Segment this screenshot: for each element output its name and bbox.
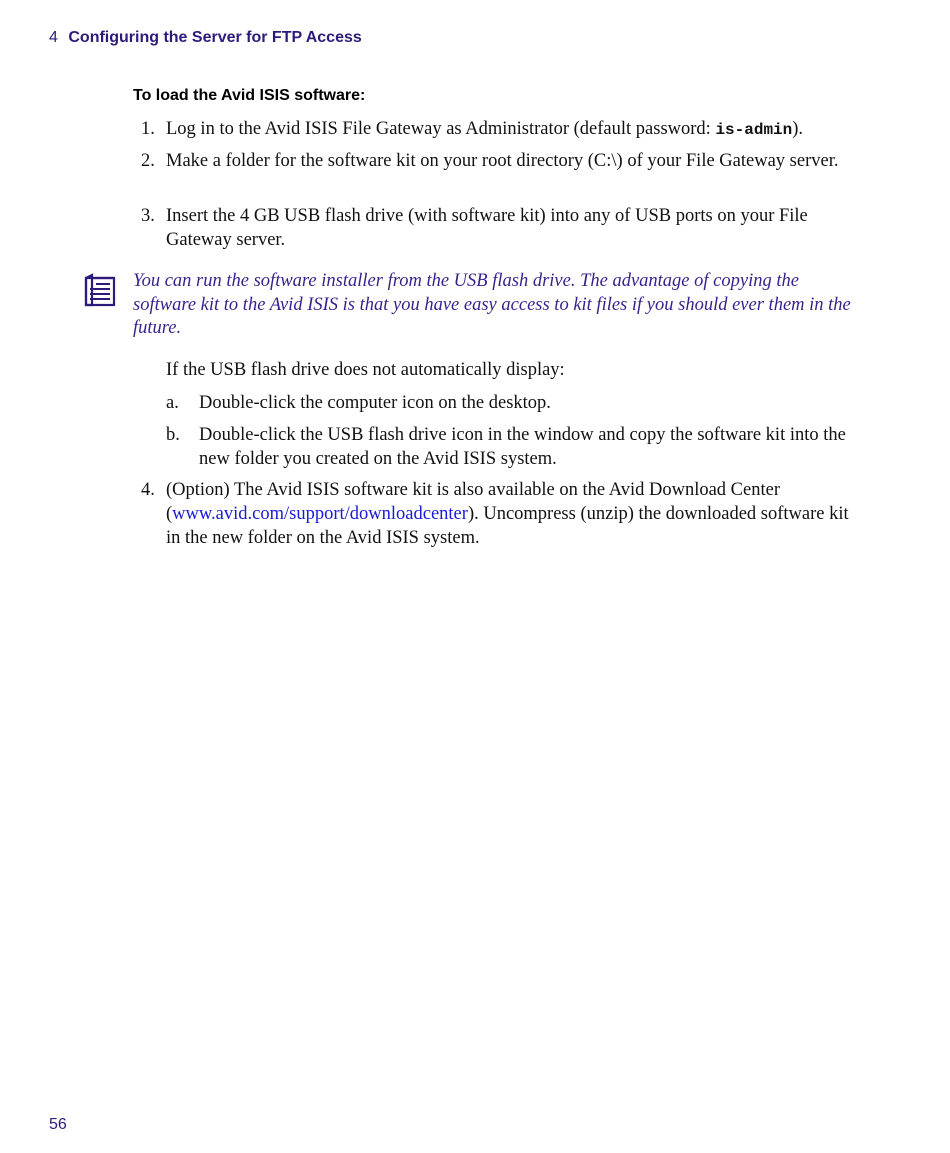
substep-b (166, 423, 859, 471)
step-text: (Option) The Avid ISIS software kit is also available on the Avid Download Center ( (166, 480, 780, 524)
page-number: 56 (49, 1116, 67, 1133)
step-number: 1. (141, 119, 155, 139)
step-4 (141, 478, 856, 550)
note-text: You can run the software installer from the USB flash drive. The advantage of copying the software kit to the Avid ISIS is that you have easy access to kit files if you should ever them in the future. (133, 271, 851, 338)
step-text-end: ). (792, 119, 804, 139)
chapter-title: Configuring the Server for FTP Access (68, 29, 362, 46)
step-3 (141, 204, 856, 252)
step-1 (141, 117, 856, 142)
step-text: Make a folder for the software kit on your root directory (C:\) of your File Gateway server. (166, 151, 839, 171)
step-text: Log in to the Avid ISIS File Gateway as Administrator (default password: (166, 119, 716, 139)
substep-text: Double-click the computer icon on the desktop. (199, 393, 551, 413)
substep-letter: b. (166, 425, 180, 445)
step-2 (141, 149, 856, 173)
note-icon (84, 273, 116, 307)
step-number: 4. (141, 480, 155, 500)
condition-text: If the USB flash drive does not automatically display: (166, 360, 565, 380)
step-number: 3. (141, 206, 155, 226)
default-password: is-admin (715, 121, 793, 139)
download-center-link[interactable]: www.avid.com/support/downloadcenter (172, 504, 468, 524)
step-text-end: ). Uncompress (unzip) the downloaded software kit in the new folder on the Avid ISIS system. (166, 504, 849, 548)
substep-text: Double-click the USB flash drive icon in the window and copy the software kit into the new folder you created on the Avid ISIS system. (199, 425, 846, 469)
chapter-number: 4 (49, 29, 58, 46)
step-text: Insert the 4 GB USB flash drive (with software kit) into any of USB ports on your File Gateway server. (166, 206, 808, 250)
substep-a (166, 391, 859, 415)
procedure-heading: To load the Avid ISIS software: (133, 87, 366, 104)
step-number: 2. (141, 151, 155, 171)
running-header (49, 29, 362, 47)
substep-letter: a. (166, 393, 179, 413)
